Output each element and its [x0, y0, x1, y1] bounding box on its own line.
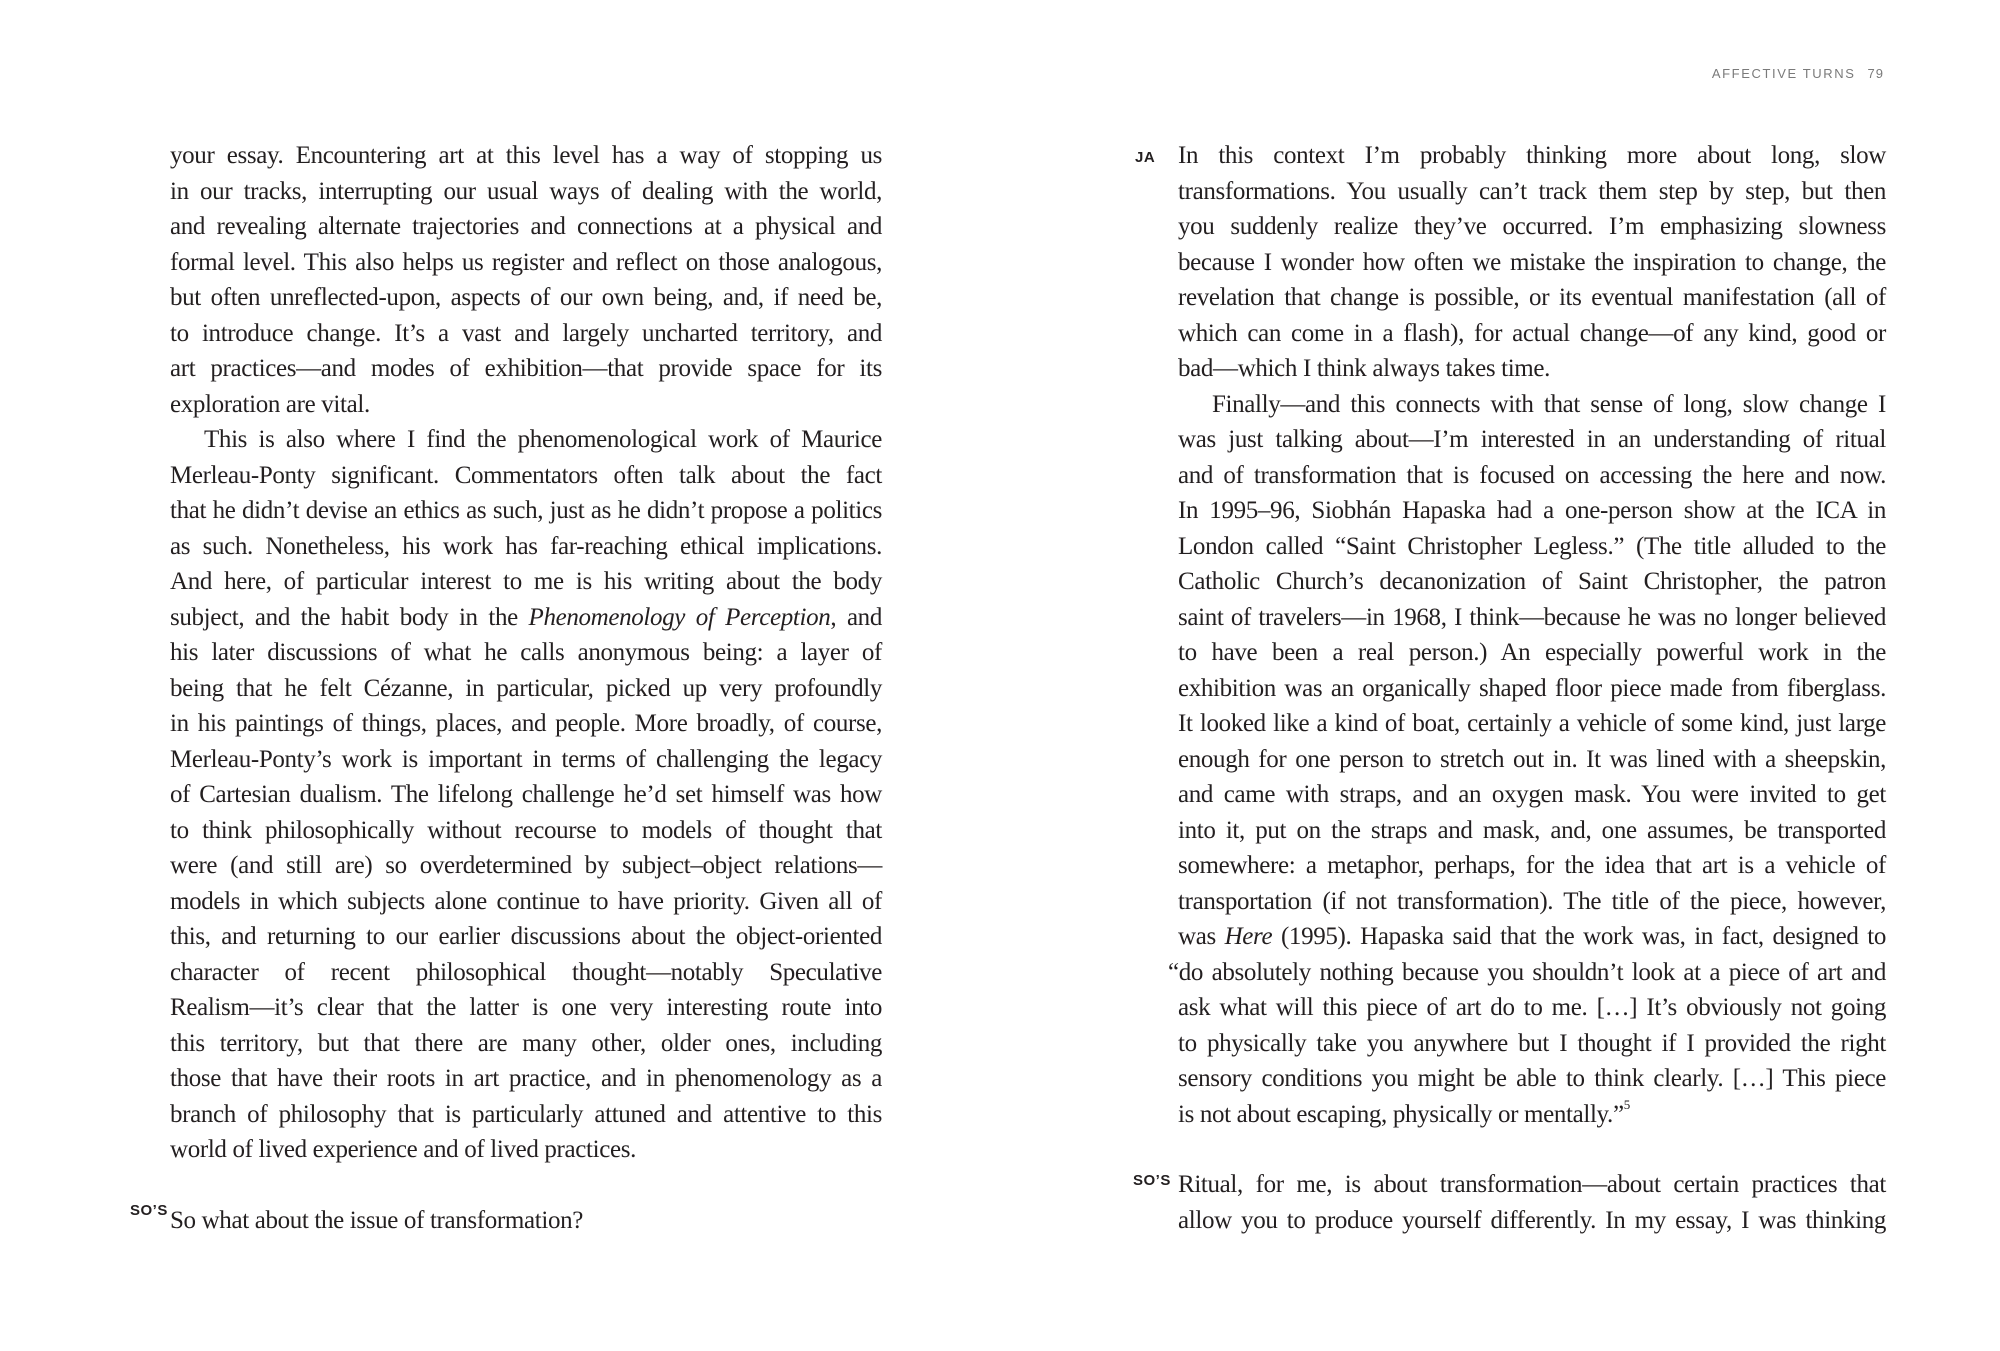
text-line [1178, 919, 1886, 955]
artwork-title: Here [1224, 923, 1273, 950]
footnote-marker[interactable]: 5 [1623, 1096, 1630, 1112]
text-line: this, and returning to our earlier discussions about the object-oriented [170, 923, 882, 950]
text-line: and of transformation that is focused on accessing the here and now. [1178, 461, 1886, 489]
text-line: sensory conditions you might be able to think clearly. […] This piece [1178, 1065, 1886, 1092]
text-line: in our tracks, interrupting our usual ways of dealing with the world, [170, 177, 882, 205]
text-line: and revealing alternate trajectories and connections at a physical and [170, 213, 882, 240]
text-line: Realism—it’s clear that the latter is one very interesting route into [170, 994, 882, 1021]
text-line: And here, of particular interest to me is his writing about the body [170, 568, 882, 595]
text-line: that he didn’t devise an ethics as such, just as he didn’t propose a politics [170, 497, 882, 524]
text-line: to think philosophically without recourse to models of thought that [170, 816, 882, 844]
text-line: Catholic Church’s decanonization of Saint Christopher, the patron [1178, 568, 1886, 595]
text-fragment: (1995). Hapaska said that the work was, in fact, designed to [1272, 923, 1886, 950]
text-line: bad—which I think always takes time. [1178, 355, 1551, 382]
text-line: Finally—and this connects with that sense of long, slow change I [1212, 390, 1886, 418]
text-line: to physically take you anywhere but I thought if I provided the right [1178, 1029, 1886, 1057]
text-line: his later discussions of what he calls anonymous being: a layer of [170, 639, 882, 666]
paragraph-gap [1178, 1132, 1886, 1167]
text-line: your essay. Encountering art at this level has a way of stopping us [170, 142, 882, 169]
page-number: 79 [1867, 66, 1884, 81]
text-line: because I wonder how often we mistake the inspiration to change, the [1178, 248, 1886, 276]
text-line: those that have their roots in art practice, and in phenomenology as a [170, 1065, 882, 1092]
text-line: world of lived experience and of lived practices. [170, 1136, 636, 1163]
text-line [170, 600, 882, 636]
text-line: enough for one person to stretch out in. It was lined with a sheepskin, [1178, 745, 1886, 773]
text-line: transformations. You usually can’t track them step by step, but then [1178, 177, 1886, 205]
text-line: being that he felt Cézanne, in particular, picked up very profoundly [170, 674, 882, 702]
text-line: as such. Nonetheless, his work has far-reaching ethical implications. [170, 532, 882, 560]
text-line: models in which subjects alone continue to have priority. Given all of [170, 887, 882, 915]
left-page-text [170, 138, 882, 1238]
text-fragment: was [1178, 923, 1225, 950]
text-line: It looked like a kind of boat, certainly a vehicle of some kind, just large [1178, 710, 1886, 737]
text-line: to have been a real person.) An especially powerful work in the [1178, 639, 1886, 666]
text-line: In this context I’m probably thinking more about long, slow [1178, 142, 1886, 169]
text-fragment: , and [830, 603, 882, 631]
text-fragment: subject, and the habit body in the [170, 603, 529, 631]
speaker-label: SO’S [130, 1202, 168, 1219]
text-line: This is also where I find the phenomenological work of Maurice [204, 426, 882, 453]
text-line: somewhere: a metaphor, perhaps, for the idea that art is a vehicle of [1178, 852, 1886, 879]
text-fragment: is not about escaping, physically or mentally.” [1178, 1100, 1624, 1128]
text-line: exhibition was an organically shaped floor piece made from fiberglass. [1178, 674, 1886, 702]
text-line: were (and still are) so overdetermined by subject–object relations— [170, 852, 882, 879]
running-head [1600, 66, 1884, 81]
text-line: saint of travelers—in 1968, I think—because he was no longer believed [1178, 603, 1886, 631]
text-line: “do absolutely nothing because you shouldn’t look at a piece of art and [1168, 958, 1886, 986]
text-line: London called “Saint Christopher Legless.” (The title alluded to the [1178, 532, 1886, 560]
text-line: Merleau-Ponty’s work is important in terms of challenging the legacy [170, 745, 882, 773]
text-line: into it, put on the straps and mask, and, one assumes, be transported [1178, 816, 1886, 844]
text-line: transportation (if not transformation). The title of the piece, however, [1178, 887, 1886, 915]
text-line: but often unreflected-upon, aspects of our own being, and, if need be, [170, 284, 882, 311]
text-line: art practices—and modes of exhibition—that provide space for its [170, 355, 882, 382]
paragraph-gap [170, 1168, 882, 1203]
text-line [1178, 1097, 1886, 1133]
text-line: Ritual, for me, is about transformation—about certain practices that [1178, 1171, 1886, 1198]
text-line: allow you to produce yourself differently. In my essay, I was thinking [1178, 1206, 1886, 1234]
speaker-label: SO’S [1133, 1172, 1171, 1189]
text-line: Merleau-Ponty significant. Commentators often talk about the fact [170, 461, 882, 489]
book-title: Phenomenology of Perception [528, 603, 831, 631]
text-line: branch of philosophy that is particularly attuned and attentive to this [170, 1100, 882, 1128]
text-line: which can come in a flash), for actual change—of any kind, good or [1178, 319, 1886, 347]
text-line: exploration are vital. [170, 390, 370, 418]
text-line: of Cartesian dualism. The lifelong challenge he’d set himself was how [170, 781, 882, 808]
speaker-label: JA [1135, 149, 1156, 166]
text-line: you suddenly realize they’ve occurred. I’m emphasizing slowness [1178, 213, 1886, 240]
text-line: to introduce change. It’s a vast and largely uncharted territory, and [170, 319, 882, 347]
text-line: character of recent philosophical thought—notably Speculative [170, 958, 882, 986]
text-line: was just talking about—I’m interested in an understanding of ritual [1178, 426, 1886, 453]
text-line: ask what will this piece of art do to me. […] It’s obviously not going [1178, 994, 1886, 1021]
text-line: this territory, but that there are many other, older ones, including [170, 1029, 882, 1057]
text-line: formal level. This also helps us register and reflect on those analogous, [170, 248, 882, 276]
text-line: revelation that change is possible, or its eventual manifestation (all of [1178, 284, 1886, 311]
text-line: in his paintings of things, places, and people. More broadly, of course, [170, 710, 882, 737]
question-text: So what about the issue of transformation? [170, 1206, 583, 1234]
text-line: and came with straps, and an oxygen mask. You were invited to get [1178, 781, 1886, 808]
running-head-title: AFFECTIVE TURNS [1711, 66, 1856, 81]
text-line: In 1995–96, Siobhán Hapaska had a one-person show at the ICA in [1178, 497, 1886, 524]
right-page-text [1168, 138, 1886, 1238]
